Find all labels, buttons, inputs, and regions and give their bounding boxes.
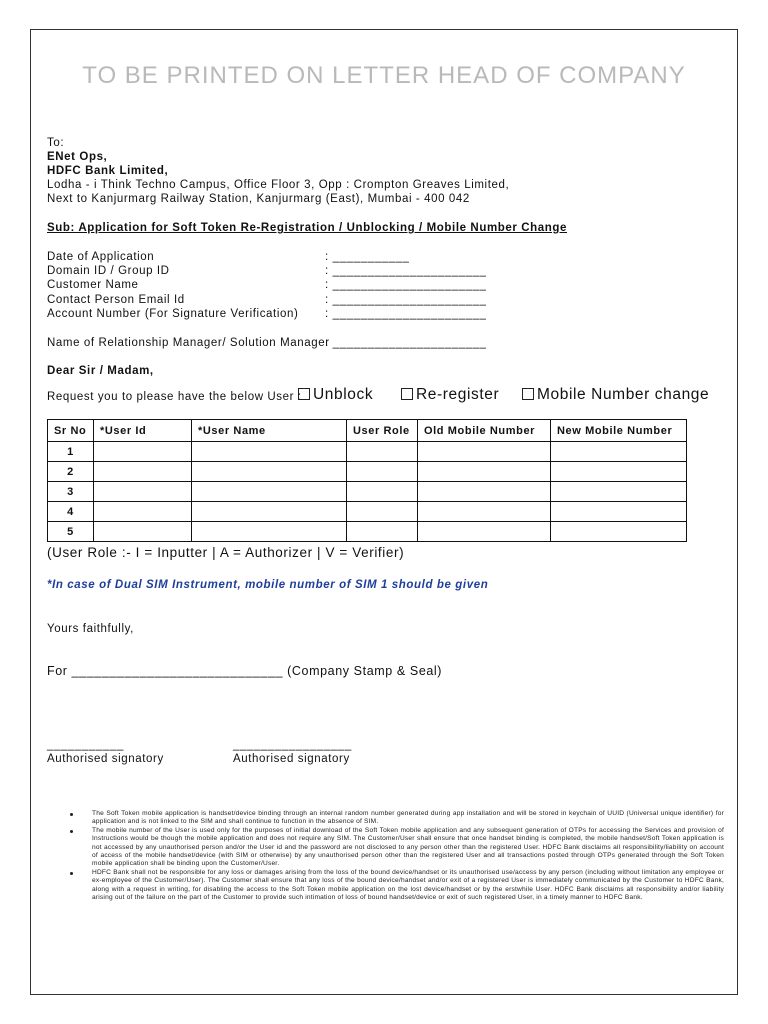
cell-sr-no: 1 xyxy=(48,442,94,462)
field-label-rm: Name of Relationship Manager/ Solution Manager xyxy=(47,337,330,349)
checkbox-icon[interactable] xyxy=(522,388,534,400)
address-dept: ENet Ops, xyxy=(47,151,108,163)
address-line-1: Lodha - i Think Techno Campus, Office Floor 3, Opp : Crompton Greaves Limited, xyxy=(47,179,510,191)
header-sr-no: Sr No xyxy=(48,420,94,442)
cell-sr-no: 5 xyxy=(48,522,94,542)
subject-line: Sub: Application for Soft Token Re-Registration / Unblocking / Mobile Number Change xyxy=(47,222,568,234)
table-row xyxy=(48,522,687,542)
cell-user-name[interactable] xyxy=(192,482,347,502)
cell-user-id[interactable] xyxy=(94,462,192,482)
cell-user-role[interactable] xyxy=(347,442,418,462)
table-row xyxy=(48,502,687,522)
cell-user-role[interactable] xyxy=(347,462,418,482)
cell-old-mobile[interactable] xyxy=(418,482,551,502)
header-user-name: *User Name xyxy=(192,420,347,442)
field-label-email: Contact Person Email Id xyxy=(47,294,185,306)
cell-user-id[interactable] xyxy=(94,482,192,502)
cell-sr-no: 2 xyxy=(48,462,94,482)
cell-new-mobile[interactable] xyxy=(551,442,687,462)
cell-user-id[interactable] xyxy=(94,522,192,542)
letterhead-note: TO BE PRINTED ON LETTER HEAD OF COMPANY xyxy=(82,62,686,89)
option-label: Re-register xyxy=(416,386,500,403)
signature-line-2: _________________ xyxy=(233,739,352,751)
dual-sim-note: *In case of Dual SIM Instrument, mobile number of SIM 1 should be given xyxy=(47,579,489,591)
role-legend: (User Role :- I = Inputter | A = Authorizer | V = Verifier) xyxy=(47,545,405,560)
header-user-role: User Role xyxy=(347,420,418,442)
cell-old-mobile[interactable] xyxy=(418,442,551,462)
field-label-domain-id: Domain ID / Group ID xyxy=(47,265,170,277)
checkbox-icon[interactable] xyxy=(401,388,413,400)
user-table xyxy=(47,419,687,542)
cell-user-name[interactable] xyxy=(192,442,347,462)
cell-user-name[interactable] xyxy=(192,502,347,522)
cell-user-id[interactable] xyxy=(94,442,192,462)
cell-new-mobile[interactable] xyxy=(551,502,687,522)
table-row xyxy=(48,442,687,462)
footnote-item: The mobile number of the User is used only for the purposes of initial download of the Soft Token mobile application and any subsequent generation of OTPs for accessing the Services and provision of Instructions would be though the mobile application and does not require any SIM. The Customer/User shall ensure that once handset binding is completed, the mobile handset/Soft Token application is not accessed by any unauthorised person and/or the User id and the password are not disclosed to any person other than the registered User. HDFC Bank disclaims all responsibility/liability on account of access of the mobile handset/device (with SIM or otherwise) by any unauthorised person other than the registered User and all transactions posted through OTPs generated through the Soft Token mobile application shall be binding upon the Customer/User. xyxy=(68,827,724,869)
checkbox-icon[interactable] xyxy=(298,388,310,400)
field-label-customer-name: Customer Name xyxy=(47,279,139,291)
cell-user-role[interactable] xyxy=(347,482,418,502)
table-header-row xyxy=(48,420,687,442)
option-unblock[interactable] xyxy=(298,386,373,404)
cell-new-mobile[interactable] xyxy=(551,522,687,542)
field-value-customer-name[interactable]: : ______________________ xyxy=(325,279,487,291)
cell-user-name[interactable] xyxy=(192,462,347,482)
field-label-date: Date of Application xyxy=(47,251,155,263)
footnote-item: The Soft Token mobile application is handset/device binding through an internal random number generated during app installation and will be stored in keychain of UUID (Universal unique identifier) for application and is not linked to the SIM and shall continue to function in the absence of SIM. xyxy=(68,810,724,827)
cell-old-mobile[interactable] xyxy=(418,522,551,542)
field-label-account-number: Account Number (For Signature Verification) xyxy=(47,308,299,320)
cell-sr-no: 3 xyxy=(48,482,94,502)
address-line-2: Next to Kanjurmarg Railway Station, Kanjurmarg (East), Mumbai - 400 042 xyxy=(47,193,470,205)
request-text: Request you to please have the below User : xyxy=(47,391,302,403)
signature-line-1: ___________ xyxy=(47,739,124,751)
closing-text: Yours faithfully, xyxy=(47,623,134,635)
address-bank: HDFC Bank Limited, xyxy=(47,165,169,177)
option-label: Mobile Number change xyxy=(537,386,710,403)
cell-user-name[interactable] xyxy=(192,522,347,542)
option-mobile-number-change[interactable] xyxy=(522,386,709,404)
field-value-date[interactable]: : ___________ xyxy=(325,251,410,263)
terms-footnotes xyxy=(68,810,724,902)
field-value-domain-id[interactable]: : ______________________ xyxy=(325,265,487,277)
field-value-email[interactable]: : ______________________ xyxy=(325,294,487,306)
cell-old-mobile[interactable] xyxy=(418,462,551,482)
address-to: To: xyxy=(47,137,65,149)
header-new-mobile: New Mobile Number xyxy=(551,420,687,442)
cell-new-mobile[interactable] xyxy=(551,482,687,502)
footnote-item: HDFC Bank shall not be responsible for any loss or damages arising from the loss of the bound device/handset or its unauthorised use/access by any person (including without limitation any employee or ex-employee of the Customer/User). The Customer shall ensure that any loss of the bound device/handset and/or exit of a registered User is immediately communicated by the Customer to HDFC Bank, along with a request in writing, for disabling the access to the Soft Token mobile application on the lost device/handset or by the erstwhile User. HDFC Bank disclaims all responsibility and/or liability arising out of the failure on the part of the Customer to provide such intimation of loss of bound handset/device or exit of such registered User, in a timely manner to HDFC Bank. xyxy=(68,869,724,903)
salutation: Dear Sir / Madam, xyxy=(47,365,154,377)
company-stamp-line: For ____________________________ (Company Stamp & Seal) xyxy=(47,664,443,678)
cell-new-mobile[interactable] xyxy=(551,462,687,482)
header-user-id: *User Id xyxy=(94,420,192,442)
signatory-label-1: Authorised signatory xyxy=(47,753,164,765)
cell-user-role[interactable] xyxy=(347,502,418,522)
field-value-account-number[interactable]: : ______________________ xyxy=(325,308,487,320)
table-row xyxy=(48,482,687,502)
header-old-mobile: Old Mobile Number xyxy=(418,420,551,442)
option-label: Unblock xyxy=(313,386,374,403)
option-re-register[interactable] xyxy=(401,386,499,404)
field-value-rm[interactable]: : ______________________ xyxy=(325,337,487,349)
table-row xyxy=(48,462,687,482)
cell-user-role[interactable] xyxy=(347,522,418,542)
cell-sr-no: 4 xyxy=(48,502,94,522)
cell-old-mobile[interactable] xyxy=(418,502,551,522)
signatory-label-2: Authorised signatory xyxy=(233,753,350,765)
cell-user-id[interactable] xyxy=(94,502,192,522)
